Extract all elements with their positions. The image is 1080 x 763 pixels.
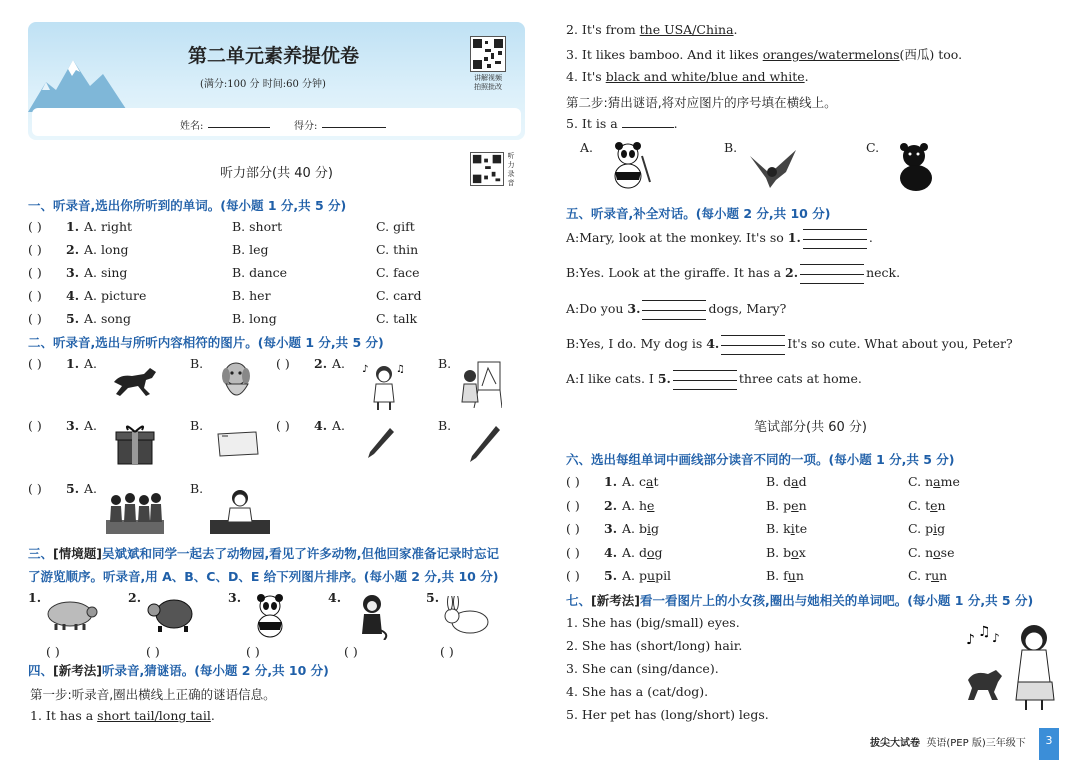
option-a: A. long [84, 242, 129, 257]
exam-subtitle: (满分:100 分 时间:60 分钟) [200, 79, 326, 90]
pencil-picture-a [366, 426, 396, 460]
riddle-option-label: A. [580, 140, 594, 155]
dialogue-line [566, 299, 786, 320]
answer-blank[interactable] [673, 370, 737, 390]
option-a-label: A. [84, 356, 98, 371]
girl-with-dog-picture [962, 620, 1058, 710]
drawing-girl-picture [458, 358, 502, 408]
answer-blank[interactable] [721, 335, 785, 355]
answer-bracket[interactable]: ( ) [28, 418, 42, 433]
question-number: 2. [66, 242, 80, 257]
listening-qr-code[interactable] [470, 152, 504, 186]
section-6-title: 六、选出每组单词中画线部分读音不同的一项。(每小题 1 分,共 5 分) [566, 452, 955, 467]
footer [870, 734, 1026, 749]
dialogue-text-after: neck. [866, 265, 901, 280]
option-c: C. gift [376, 219, 415, 234]
footer-subject: 英语(PEP 版)三年级下 [926, 738, 1026, 749]
dialogue-text: B:Yes, I do. My dog is [566, 336, 707, 351]
option-b: B. dad [766, 474, 807, 489]
running-dog-picture [110, 362, 158, 398]
riddle-2-options[interactable]: the USA/China [639, 22, 734, 37]
option-a: A. song [84, 311, 131, 326]
question-number: 1. [66, 356, 80, 371]
blank-number: 4. [706, 336, 720, 351]
option-c: C. name [908, 474, 960, 489]
footer-brand: 拔尖大试卷 [870, 738, 920, 749]
question-number: 2. [314, 356, 328, 371]
rabbit-picture [440, 596, 494, 636]
statement-line[interactable]: 5. Her pet has (long/short) legs. [566, 707, 769, 722]
option-a-label: A. [332, 418, 346, 433]
option-a: A. big [622, 521, 660, 536]
svg-text:♪: ♪ [992, 631, 1000, 645]
question-number: 3. [604, 521, 618, 536]
dialogue-text: A:Do you [566, 301, 628, 316]
picture-number: 5. [426, 590, 440, 605]
riddle-option-label: C. [866, 140, 880, 155]
answer-bracket[interactable]: ( ) [566, 521, 580, 536]
option-b: B. long [232, 311, 277, 326]
option-c: C. nose [908, 545, 955, 560]
dialogue-text: A:I like cats. I [566, 371, 658, 386]
question-number: 4. [314, 418, 328, 433]
option-c: C. ten [908, 498, 946, 513]
picture-number: 2. [128, 590, 142, 605]
statement-line[interactable]: 4. She has a (cat/dog). [566, 684, 709, 699]
section-5-title: 五、听录音,补全对话。(每小题 2 分,共 10 分) [566, 206, 831, 221]
statement-line[interactable]: 3. She can (sing/dance). [566, 661, 719, 676]
option-c: C. card [376, 288, 422, 303]
question-number: 3. [66, 265, 80, 280]
underlined-letter: o [933, 545, 941, 560]
question-number: 1. [604, 474, 618, 489]
dialogue-text-after: three cats at home. [738, 371, 862, 386]
option-b: B. kite [766, 521, 808, 536]
option-a: A. cat [622, 474, 659, 489]
dialogue-text-after: dogs, Mary? [708, 301, 787, 316]
section-7-title: 七、[新考法]看一看图片上的小女孩,圈出与她相关的单词吧。(每小题 1 分,共 5 分) [566, 593, 1034, 608]
option-c: C. pig [908, 521, 946, 536]
section-7-tag: [新考法] [591, 593, 640, 608]
order-bracket[interactable]: ( ) [440, 644, 454, 659]
option-b-label: B. [190, 481, 204, 496]
answer-blank[interactable] [642, 300, 706, 320]
blank-number: 5. [657, 371, 671, 386]
dialogue-text: B:Yes. Look at the giraffe. It has a [566, 265, 786, 280]
riddle-option-label: B. [724, 140, 738, 155]
bear-option-picture [894, 142, 938, 192]
option-a: A. dog [622, 545, 663, 560]
picture-number: 4. [328, 590, 342, 605]
gift-box-picture [114, 422, 156, 466]
underlined-letter: a [933, 474, 941, 489]
sitting-dog-picture [218, 360, 254, 406]
bird-option-picture [746, 146, 800, 190]
underlined-letter: a [646, 474, 654, 489]
children-talking-picture [106, 490, 164, 534]
answer-bracket[interactable]: ( ) [28, 481, 42, 496]
writing-title: 笔试部分(共 60 分) [754, 420, 867, 435]
answer-bracket[interactable]: ( ) [28, 311, 42, 326]
option-b: B. short [232, 219, 283, 234]
underlined-letter: i [933, 521, 938, 536]
pencil-picture-b [468, 424, 502, 464]
answer-bracket[interactable]: ( ) [566, 568, 580, 583]
svg-text:♪: ♪ [966, 632, 975, 648]
option-c: C. run [908, 568, 948, 583]
underlined-letter: e [930, 498, 938, 513]
right-page [560, 0, 1065, 763]
option-b: B. her [232, 288, 271, 303]
underlined-letter: a [791, 474, 799, 489]
monkey-picture [354, 594, 390, 640]
pig-picture [42, 598, 98, 632]
section-4-step-2: 第二步:猜出谜语,将对应图片的序号填在横线上。 [566, 95, 837, 110]
section-4-step-1: 第一步:听录音,圈出横线上正确的谜语信息。 [30, 687, 276, 702]
riddle-1: 1. It has a short tail/long tail. [30, 708, 215, 723]
name-label: 姓名: [180, 121, 204, 132]
option-b: B. fun [766, 568, 804, 583]
question-number: 4. [66, 288, 80, 303]
exam-header [28, 22, 525, 140]
answer-bracket[interactable]: ( ) [276, 418, 290, 433]
option-a-label: A. [84, 481, 98, 496]
answer-bracket[interactable]: ( ) [276, 356, 290, 371]
blank-number: 2. [785, 265, 799, 280]
blank-number: 1. [787, 230, 801, 245]
underlined-letter: e [791, 498, 799, 513]
dialogue-text: A:Mary, look at the monkey. It's so [566, 230, 788, 245]
dialogue-text-after: It's so cute. What about you, Peter? [787, 336, 1013, 351]
riddle-1-options[interactable]: short tail/long tail [97, 708, 211, 723]
page-number: 3 [1039, 728, 1059, 760]
answer-bracket[interactable]: ( ) [566, 498, 580, 513]
writing-girl-picture [210, 488, 270, 534]
riddle-4: 4. It's black and white/blue and white. [566, 69, 809, 84]
card-picture [216, 430, 260, 458]
underlined-letter: e [647, 498, 655, 513]
picture-number: 3. [228, 590, 242, 605]
option-b: B. leg [232, 242, 269, 257]
option-b-label: B. [438, 356, 452, 371]
answer-blank[interactable] [800, 264, 864, 284]
answer-bracket[interactable]: ( ) [28, 288, 42, 303]
answer-blank[interactable] [803, 229, 867, 249]
question-number: 3. [66, 418, 80, 433]
underlined-letter: u [931, 568, 940, 583]
order-bracket[interactable]: ( ) [146, 644, 160, 659]
riddle-5: 5. It is a . [566, 116, 678, 131]
answer-bracket[interactable]: ( ) [566, 474, 580, 489]
option-b: B. dance [232, 265, 288, 280]
section-4-title: 四、[新考法]听录音,猜谜语。(每小题 2 分,共 10 分) [28, 663, 329, 678]
question-number: 5. [604, 568, 618, 583]
svg-text:♫: ♫ [978, 624, 991, 640]
qr-caption: 讲解视频 拍照批改 [474, 74, 502, 91]
dialogue-line [566, 334, 1013, 355]
listening-title: 听力部分(共 40 分) [220, 166, 333, 181]
option-a: A. pupil [622, 568, 672, 583]
svg-text:♪: ♪ [362, 364, 369, 375]
riddle-3-options[interactable]: oranges/watermelons [762, 47, 900, 62]
dialogue-line [566, 263, 900, 284]
option-a-label: A. [332, 356, 346, 371]
question-number: 1. [66, 219, 80, 234]
underlined-letter: o [647, 545, 655, 560]
section-3-title-line-1: 三、[情境题]吴斌斌和同学一起去了动物园,看见了许多动物,但他回家准备记录时忘记 [28, 546, 499, 561]
underlined-letter: u [787, 568, 796, 583]
dialogue-text-after: . [868, 230, 873, 245]
panda-picture [250, 594, 290, 638]
score-field[interactable] [322, 116, 386, 128]
singing-girl-picture [362, 360, 406, 410]
left-page [22, 0, 532, 763]
section-4-tag: [新考法] [53, 663, 102, 678]
answer-bracket[interactable]: ( ) [28, 356, 42, 371]
underlined-letter: o [791, 545, 799, 560]
listening-qr-caption: 听力录音 [507, 152, 515, 187]
order-bracket[interactable]: ( ) [246, 644, 260, 659]
option-b-label: B. [190, 356, 204, 371]
name-field[interactable] [208, 116, 270, 128]
underlined-letter: i [647, 521, 651, 536]
riddle-5-blank[interactable] [622, 116, 674, 128]
question-number: 4. [604, 545, 618, 560]
section-2-title: 二、听录音,选出与所听内容相符的图片。(每小题 1 分,共 5 分) [28, 335, 384, 350]
question-number: 5. [66, 481, 80, 496]
riddle-2: 2. It's from the USA/China. [566, 22, 738, 37]
answer-bracket[interactable]: ( ) [28, 219, 42, 234]
turtle-picture [146, 596, 196, 634]
option-b-label: B. [190, 418, 204, 433]
underlined-letter: i [790, 521, 795, 536]
qr-code[interactable] [470, 36, 506, 72]
svg-text:♫: ♫ [396, 364, 405, 375]
name-score-bar [32, 108, 521, 136]
option-a: A. he [622, 498, 655, 513]
option-a: A. sing [84, 265, 128, 280]
option-a: A. picture [84, 288, 147, 303]
section-3-tag: [情境题] [53, 546, 102, 561]
order-bracket[interactable]: ( ) [344, 644, 358, 659]
option-b-label: B. [438, 418, 452, 433]
section-3-title-line-2: 了游览顺序。听录音,用 A、B、C、D、E 给下列图片排序。(每小题 2 分,共 10 分) [28, 569, 499, 584]
blank-number: 3. [627, 301, 641, 316]
panda-option-picture [608, 142, 652, 190]
dialogue-line [566, 369, 862, 390]
question-number: 5. [66, 311, 80, 326]
statement-line[interactable]: 2. She has (short/long) hair. [566, 638, 743, 653]
option-b: B. box [766, 545, 806, 560]
answer-bracket[interactable]: ( ) [566, 545, 580, 560]
option-a-label: A. [84, 418, 98, 433]
riddle-3: 3. It likes bamboo. And it likes oranges/watermelons(西瓜) too. [566, 47, 963, 62]
mountain-illustration [28, 52, 148, 112]
exam-title: 第二单元素养提优卷 [188, 45, 360, 67]
statement-line[interactable]: 1. She has (big/small) eyes. [566, 615, 740, 630]
dialogue-line [566, 228, 873, 249]
underlined-letter: u [647, 568, 656, 583]
option-a: A. right [84, 219, 133, 234]
option-c: C. talk [376, 311, 418, 326]
picture-number: 1. [28, 590, 42, 605]
section-1-title: 一、听录音,选出你所听到的单词。(每小题 1 分,共 5 分) [28, 198, 347, 213]
option-c: C. thin [376, 242, 419, 257]
option-c: C. face [376, 265, 420, 280]
question-number: 2. [604, 498, 618, 513]
order-bracket[interactable]: ( ) [46, 644, 60, 659]
answer-bracket[interactable]: ( ) [28, 242, 42, 257]
answer-bracket[interactable]: ( ) [28, 265, 42, 280]
option-b: B. pen [766, 498, 807, 513]
score-label: 得分: [294, 121, 318, 132]
riddle-4-options[interactable]: black and white/blue and white [605, 69, 805, 84]
